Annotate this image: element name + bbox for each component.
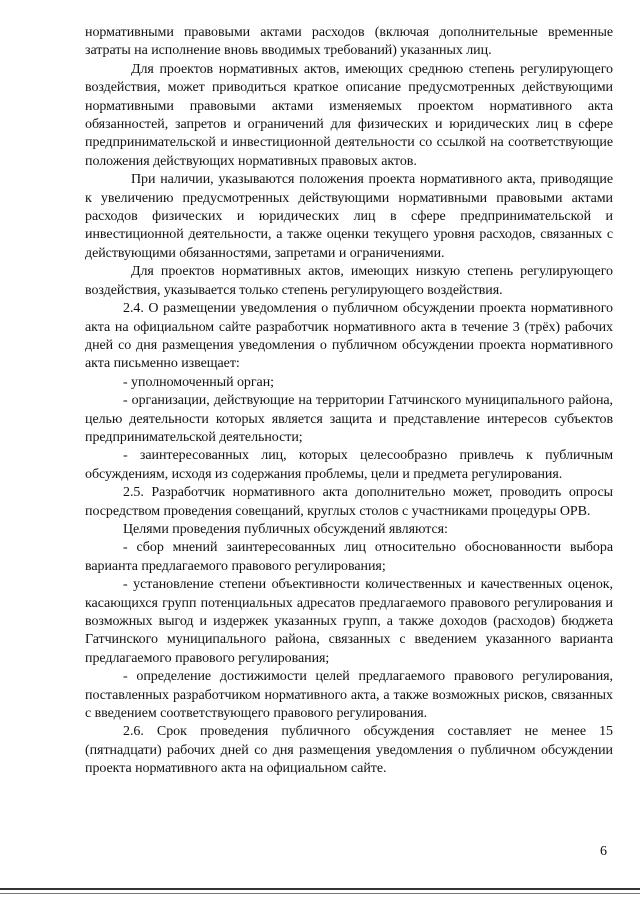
list-item: - установление степени объективности количественных и качественных оценок, касающихся групп потенциальных адресатов предлагаемого правового регулирования и возможных выгод и издержек указанных групп, а также доходов (расходов) бюджета Гатчинского муниципального района, связанных с введением указанного варианта предлагаемого правового регулирования; bbox=[85, 577, 613, 666]
document-body bbox=[85, 24, 613, 779]
list-item: - определение достижимости целей предлагаемого правового регулирования, поставленных разработчиком нормативного акта, а также возможных рисков, связанных с введением соответствующего правового регулирования. bbox=[85, 669, 613, 722]
list-item: - уполномоченный орган; bbox=[123, 374, 275, 390]
paragraph-medium-impact: Для проектов нормативных актов, имеющих среднюю степень регулирующего воздействия, может приводиться краткое описание предусмотренных действующими нормативными правовыми актами изменяемых проектом нормативного акта обязанностей, запретов и ограничений для физических и юридических лиц в сфере предпринимательской и инвестиционной деятельности со ссылкой на соответствующие положения действующих нормативных правовых актов. bbox=[85, 61, 613, 169]
paragraph-2-4: 2.4. О размещении уведомления о публичном обсуждении проекта нормативного акта на официальном сайте разработчик нормативного акта в течение 3 (трёх) рабочих дней со дня размещения уведомления о публичном обсуждении проекта нормативного акта письменно извещает: bbox=[85, 301, 613, 372]
paragraph-low-impact: Для проектов нормативных актов, имеющих низкую степень регулирующего воздействия, указывается только степень регулирующего воздействия. bbox=[85, 264, 613, 298]
paragraph-2-5: 2.5. Разработчик нормативного акта дополнительно может, проводить опросы посредством проведения совещаний, круглых столов с участниками процедуры ОРВ. bbox=[85, 485, 613, 519]
list-item: - сбор мнений заинтересованных лиц относительно обоснованности выбора варианта предлагаемого правового регулирования; bbox=[85, 540, 613, 574]
list-item: - организации, действующие на территории Гатчинского муниципального района, целью деятельности которых является защита и представление интересов субъектов предпринимательской деятельности; bbox=[85, 393, 613, 445]
page-number: 6 bbox=[600, 844, 607, 859]
list-item: - заинтересованных лиц, которых целесообразно привлечь к публичным обсуждениям, исходя из содержания проблемы, цели и предмета регулирования. bbox=[85, 448, 613, 482]
paragraph-expenses: При наличии, указываются положения проекта нормативного акта, приводящие к увеличению предусмотренных действующими нормативными правовыми актами расходов физических и юридических лиц в сфере предпринимательской и инвестиционной деятельности, а также оценки текущего уровня расходов, связанных с действующими обязанностями, запретами и ограничениями. bbox=[85, 172, 613, 261]
paragraph-continuation: нормативными правовыми актами расходов (включая дополнительные временные затраты на исполнение вновь вводимых требований) указанных лиц. bbox=[85, 25, 613, 59]
paragraph-goals-intro: Целями проведения публичных обсуждений являются: bbox=[123, 521, 448, 537]
bottom-border-line-thin bbox=[0, 893, 640, 894]
paragraph-2-6: 2.6. Срок проведения публичного обсуждения составляет не менее 15 (пятнадцати) рабочих дней со дня размещения уведомления о публичном обсуждении проекта нормативного акта на официальном сайте. bbox=[85, 724, 613, 777]
bottom-border-line bbox=[0, 888, 640, 890]
